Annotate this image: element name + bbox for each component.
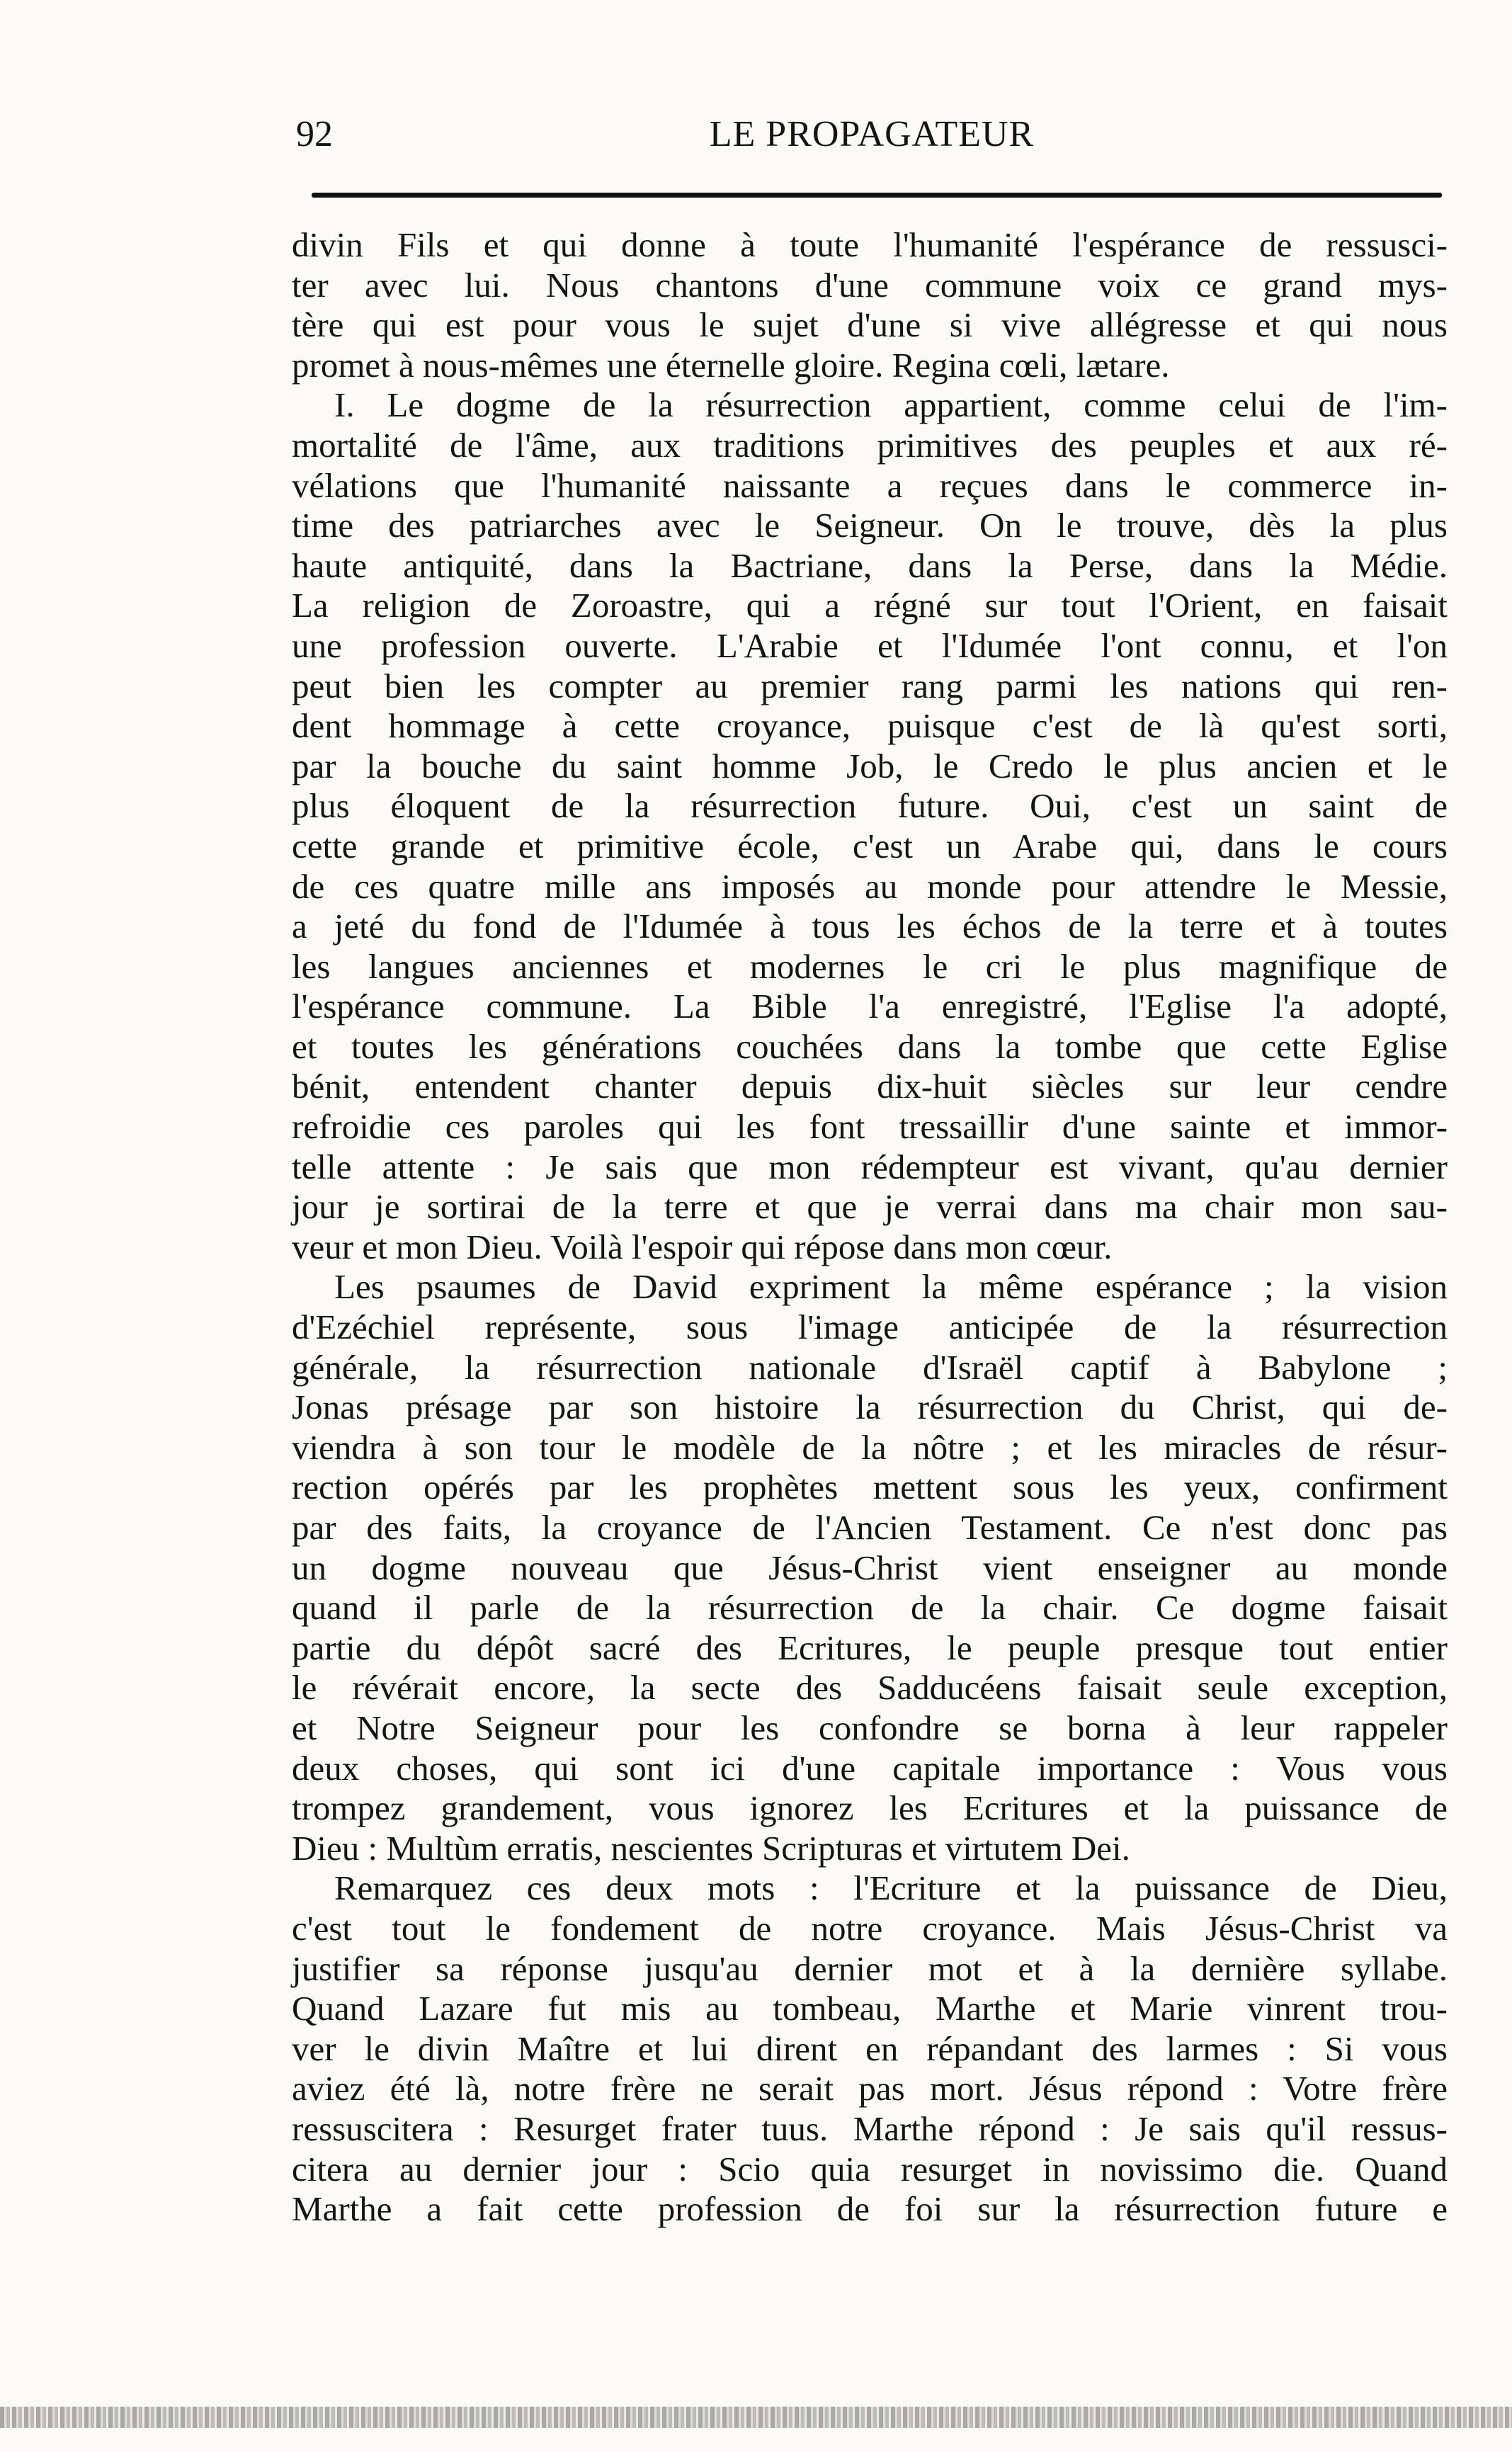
text-line: haute antiquité, dans la Bactriane, dans la Perse, dans la Médie. [292,545,1448,585]
text-line: par la bouche du saint homme Job, le Credo le plus ancien et le [292,746,1448,785]
text-line: dent hommage à cette croyance, puisque c'est de là qu'est sorti, [292,706,1448,746]
page-title: LE PROPAGATEUR [709,114,1035,154]
page-bottom-edge [0,2407,1512,2428]
text-line: viendra à son tour le modèle de la nôtre ; et les miracles de résur- [292,1427,1448,1467]
text-line: c'est tout le fondement de notre croyance. Mais Jésus-Christ va [292,1908,1448,1948]
text-line: de ces quatre mille ans imposés au monde pour attendre le Messie, [292,866,1448,906]
text-line: citera au dernier jour : Scio quia resurget in novissimo die. Quand [292,2149,1448,2189]
text-line: aviez été là, notre frère ne serait pas mort. Jésus répond : Votre frère [292,2069,1448,2108]
text-line: La religion de Zoroastre, qui a régné sur tout l'Orient, en faisait [292,586,1448,625]
text-line: ressuscitera : Resurget frater tuus. Marthe répond : Je sais qu'il ressus- [292,2108,1448,2148]
text-line: une profession ouverte. L'Arabie et l'Idumée l'ont connu, et l'on [292,625,1448,665]
text-line: time des patriarches avec le Seigneur. On le trouve, dès la plus [292,506,1448,545]
text-line: rection opérés par les prophètes mettent sous les yeux, confirment [292,1468,1448,1507]
text-line: Remarquez ces deux mots : l'Ecriture et la puissance de Dieu, [334,1868,1448,1908]
text-line: les langues anciennes et modernes le cri le plus magnifique de [292,946,1448,986]
text-line: Jonas présage par son histoire la résurrection du Christ, qui de- [292,1387,1448,1427]
text-line: promet à nous-mêmes une éternelle gloire. Regina cœli, lætare. [292,345,1170,385]
text-line: d'Ezéchiel représente, sous l'image anticipée de la résurrection [292,1307,1448,1347]
text-line: trompez grandement, vous ignorez les Ecritures et la puissance de [292,1788,1448,1828]
text-line: jour je sortirai de la terre et que je verrai dans ma chair mon sau- [292,1187,1448,1227]
body-text [292,225,1448,2230]
text-line: partie du dépôt sacré des Ecritures, le peuple presque tout entier [292,1628,1448,1667]
text-line: tère qui est pour vous le sujet d'une si vive allégresse et qui nous [292,305,1448,345]
text-line: ver le divin Maître et lui dirent en répandant des larmes : Si vous [292,2028,1448,2068]
page-number: 92 [296,114,333,154]
running-head [296,113,1448,167]
text-line: Marthe a fait cette profession de foi sur la résurrection future e [292,2189,1448,2229]
text-line: le révérait encore, la secte des Sadducéens faisait seule exception, [292,1668,1448,1708]
text-line: peut bien les compter au premier rang parmi les nations qui ren- [292,666,1448,705]
text-line: générale, la résurrection nationale d'Israël captif à Babylone ; [292,1347,1448,1387]
text-line: cette grande et primitive école, c'est un Arabe qui, dans le cours [292,826,1448,865]
text-line: Dieu : Multùm erratis, nescientes Scripturas et virtutem Dei. [292,1828,1130,1868]
text-line: refroidie ces paroles qui les font tressaillir d'une sainte et immor- [292,1107,1448,1147]
text-line: a jeté du fond de l'Idumée à tous les échos de la terre et à toutes [292,907,1448,946]
text-line: ter avec lui. Nous chantons d'une commune voix ce grand mys- [292,265,1448,305]
text-line: Quand Lazare fut mis au tombeau, Marthe et Marie vinrent trou- [292,1989,1448,2028]
text-line: Les psaumes de David expriment la même espérance ; la vision [334,1267,1448,1307]
header-rule [312,193,1442,198]
text-line: I. Le dogme de la résurrection appartient, comme celui de l'im- [334,385,1448,425]
text-line: par des faits, la croyance de l'Ancien Testament. Ce n'est donc pas [292,1508,1448,1547]
text-line: et Notre Seigneur pour les confondre se borna à leur rappeler [292,1708,1448,1747]
text-line: et toutes les générations couchées dans la tombe que cette Eglise [292,1026,1448,1066]
text-line: l'espérance commune. La Bible l'a enregistré, l'Eglise l'a adopté, [292,987,1448,1026]
text-line: vélations que l'humanité naissante a reçues dans le commerce in- [292,465,1448,505]
text-line: bénit, entendent chanter depuis dix-huit siècles sur leur cendre [292,1067,1448,1106]
text-line: veur et mon Dieu. Voilà l'espoir qui répose dans mon cœur. [292,1227,1113,1266]
text-line: mortalité de l'âme, aux traditions primitives des peuples et aux ré- [292,425,1448,465]
text-line: un dogme nouveau que Jésus-Christ vient enseigner au monde [292,1548,1448,1587]
text-line: divin Fils et qui donne à toute l'humanité l'espérance de ressusci- [292,225,1448,264]
text-line: plus éloquent de la résurrection future. Oui, c'est un saint de [292,786,1448,826]
text-line: telle attente : Je sais que mon rédempteur est vivant, qu'au dernier [292,1147,1448,1186]
text-line: justifier sa réponse jusqu'au dernier mot et à la dernière syllabe. [292,1948,1448,1988]
text-line: deux choses, qui sont ici d'une capitale importance : Vous vous [292,1748,1448,1788]
text-line: quand il parle de la résurrection de la chair. Ce dogme faisait [292,1588,1448,1628]
